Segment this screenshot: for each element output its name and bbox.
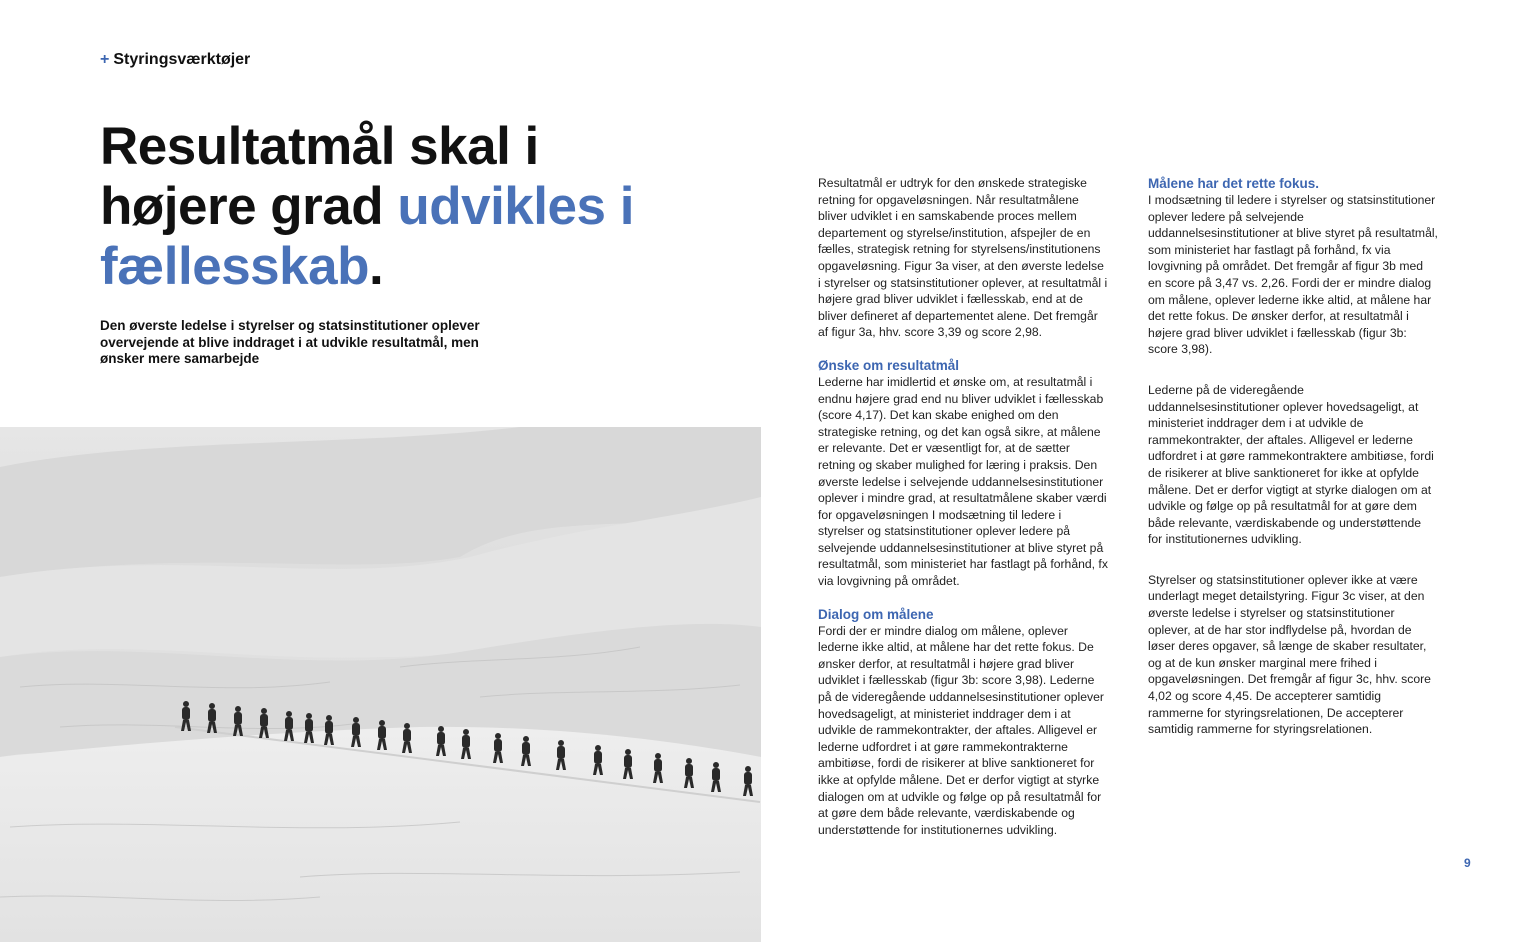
title-period: . <box>368 237 384 296</box>
paragraph-fokus: I modsætning til ledere i styrelser og statsinstitutioner oplever ledere på selvejende uddannelsesinstitutioner at blive styret på resultatmål, som ministeriet har fastlagt på forhånd, fx via lovgivning på området. Det fremgår af figur 3b med en score på 3,47 vs. 2,26. Fordi der er mindre dialog om målene, oplever lederne ikke altid, at målene har det rette fokus. De ønsker derfor, at resultatmål i højere grad bliver udviklet i fællesskab (figur 3b: score 3,98). <box>1148 193 1438 357</box>
paragraph-dialog: Fordi der er mindre dialog om målene, oplever lederne ikke altid, at målene har det rette fokus. De ønsker derfor, at resultatmål i højere grad bliver udviklet i fællesskab (figur 3b: score 3,98). Lederne på de videregående uddannelsesinstitutioner oplever hovedsageligt, at ministeriet inddrager dem i at udvikle de rammekontrakter, der aftales. Alligevel er lederne udfordret i at gøre rammekontrakterne ambitiøse, fordi de risikerer at blive sanktioneret for ikke at opfylde målene. Det er derfor vigtigt at styrke dialogen om at udvikle og følge op på resultatmål for at gøre dem både relevante, værdiskabende og understøttende for institutionernes udvikling. <box>818 623 1104 837</box>
title-accent-text: udvikles i fællesskab <box>100 177 634 296</box>
subheading-dialog: Dialog om målene <box>818 606 934 622</box>
paragraph-oenske: Lederne har imidlertid et ønske om, at resultatmål i endnu højere grad end nu bliver udviklet i fællesskab (score 4,17). Det kan skabe enighed om den strategiske retning, og det kan også sikre, at målene er relevante. Det er væsentligt for, at de sætter retning og skaber mulighed for læring i praksis. Den øverste ledelse i selvejende uddannelsesinstitutioner oplever i mindre grad, at resultatmålene skaber værdi for opgaveløsningen I modsætning til ledere i styrelser og statsinstitutioner oplever ledere på selvejende uddannelsesinstitutioner at blive styret på resultatmål, som ministeriet har fastlagt på forhånd, fx via lovgivning på området. <box>818 374 1108 589</box>
text-column-1 <box>818 175 1108 838</box>
section-label-text: Styringsværktøjer <box>113 51 251 68</box>
snow-hikers-photo <box>0 427 761 942</box>
subheading-fokus: Målene har det rette fokus. <box>1148 176 1320 191</box>
title-text: Resultatmål skal i højere grad <box>100 117 539 236</box>
lead-paragraph: Den øverste ledelse i styrelser og statsinstitutioner oplever overvejende at blive inddraget i at udvikle resultatmål, men ønsker mere samarbejde <box>100 318 480 366</box>
subheading-oenske: Ønske om resultatmål <box>818 357 960 373</box>
text-column-2 <box>1148 175 1438 738</box>
page-title <box>100 117 700 297</box>
plus-icon: + <box>100 51 110 68</box>
section-label <box>100 51 250 69</box>
page-number: 9 <box>1464 856 1471 870</box>
intro-paragraph: Resultatmål er udtryk for den ønskede strategiske retning for opgaveløsningen. Når resultatmålene bliver udviklet i en samskabende proces mellem departement og styrelse/institution, afspejler de en fælles, strategisk retning for styrelsens/institutionens opgaveløsning. Figur 3a viser, at den øverste ledelse i styrelser og statsinstitutioner oplever, at resultatmål i højere grad bliver udviklet i fællesskab, end at de bliver defineret af departementet alene. Det fremgår af figur 3a, hhv. score 3,39 og score 2,98. <box>818 176 1108 340</box>
paragraph-videregaaende: Lederne på de videregående uddannelsesinstitutioner oplever hovedsageligt, at ministeriet inddrager dem i at udvikle de rammekontrakter, der aftales. Alligevel er lederne udfordret i at gøre rammekontraktere ambitiøse, fordi de risikerer at blive sanktioneret for ikke at opfylde målene. Det er derfor vigtigt at styrke dialogen om at udvikle og følge op på resultatmål for at gøre dem både relevante, værdiskabende og understøttende for institutionernes udvikling. <box>1148 382 1434 547</box>
paragraph-detailstyring: Styrelser og statsinstitutioner oplever ikke at være underlagt meget detailstyring. Figur 3c viser, at den øverste ledelse i styrelser og statsinstitutioner oplever, at de har stor indflydelse på, hvordan de løser deres opgaver, så længe de skaber resultater, og at de kun ønsker marginal mere frihed i opgaveløsningen. Det fremgår af figur 3c, hhv. score 4,02 og score 4,45. De accepterer samtidig rammerne for styringsrelationen, De accepterer samtidig rammerne for styringsrelationen. <box>1148 572 1431 737</box>
